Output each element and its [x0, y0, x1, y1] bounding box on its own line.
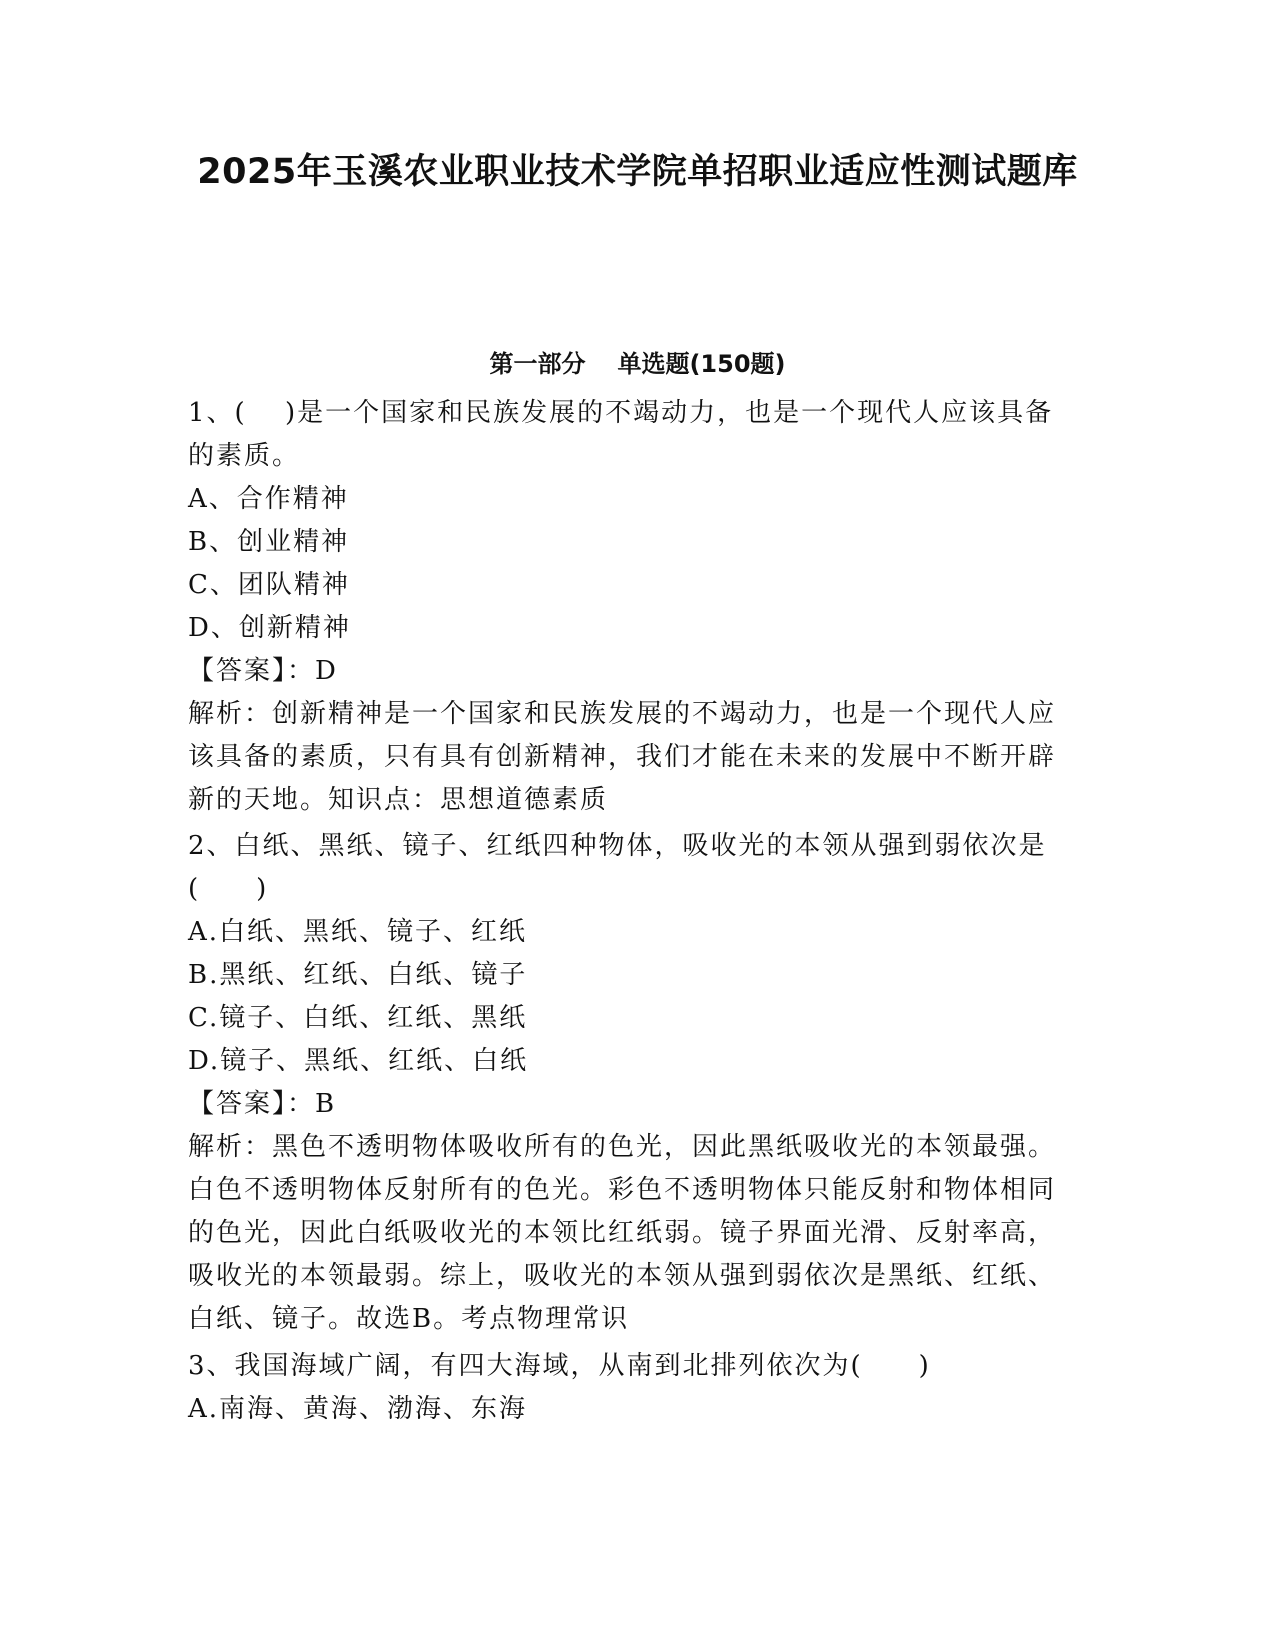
document-title: 2025年玉溪农业职业技术学院单招职业适应性测试题库 [197, 152, 1078, 192]
question-option: C.镜子、白纸、红纸、黑纸 [188, 1003, 528, 1033]
question-option: D.镜子、黑纸、红纸、白纸 [188, 1046, 529, 1076]
question-option: A.白纸、黑纸、镜子、红纸 [188, 917, 528, 947]
question-answer: 【答案】：D [188, 656, 338, 686]
question-stem: 1、( )是一个国家和民族发展的不竭动力，也是一个现代人应该具备的素质。 [188, 398, 1054, 471]
question-option: B、创业精神 [188, 527, 350, 557]
question-option: D、创新精神 [188, 613, 351, 643]
question-stem: 2、白纸、黑纸、镜子、红纸四种物体，吸收光的本领从强到弱依次是( ) [188, 831, 1047, 904]
question-stem: 3、我国海域广阔，有四大海域，从南到北排列依次为( ) [188, 1351, 931, 1381]
question-2 [188, 825, 1068, 1341]
question-answer: 【答案】：B [188, 1089, 337, 1119]
question-1 [188, 392, 1068, 822]
question-option: A.南海、黄海、渤海、东海 [188, 1394, 528, 1424]
question-option: B.黑纸、红纸、白纸、镜子 [188, 960, 528, 990]
question-3 [188, 1345, 1068, 1431]
question-analysis: 解析：黑色不透明物体吸收所有的色光，因此黑纸吸收光的本领最强。白色不透明物体反射所有的色光。彩色不透明物体只能反射和物体相同的色光，因此白纸吸收光的本领比红纸弱。镜子界面光滑、反射率高，吸收光的本领最弱。综上，吸收光的本领从强到弱依次是黑纸、红纸、白纸、镜子。故选B。考点物理常识 [188, 1132, 1057, 1334]
question-analysis: 解析：创新精神是一个国家和民族发展的不竭动力，也是一个现代人应该具备的素质，只有具有创新精神，我们才能在未来的发展中不断开辟新的天地。知识点：思想道德素质 [188, 699, 1057, 815]
section-part: 第一部分 [489, 350, 586, 378]
section-name: 单选题(150题) [617, 350, 786, 378]
question-option: A、合作精神 [188, 484, 349, 514]
section-heading [180, 347, 1095, 381]
question-option: C、团队精神 [188, 570, 350, 600]
